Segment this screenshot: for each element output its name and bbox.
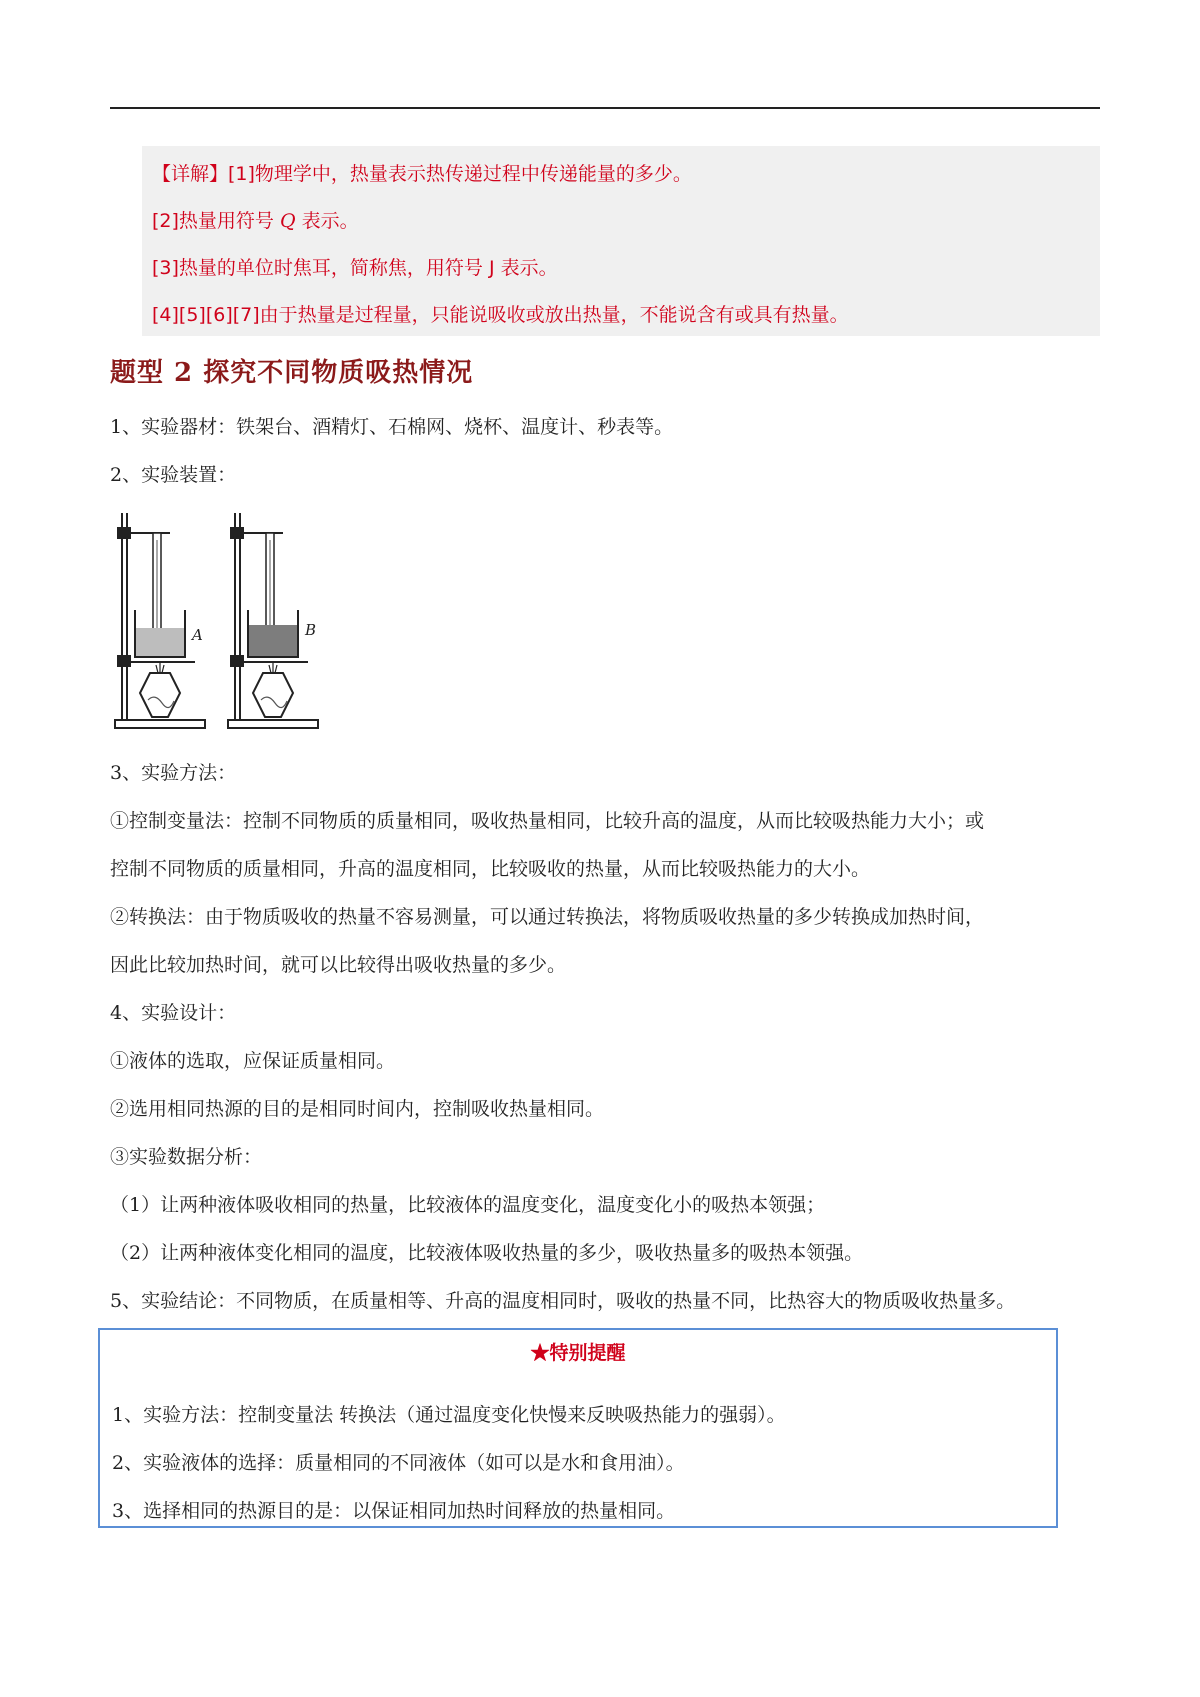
design-2: ②选用相同热源的目的是相同时间内，控制吸收热量相同。 <box>110 1098 605 1120</box>
item-method: 3、实验方法： <box>110 762 237 784</box>
method-1-line-a: ①控制变量法：控制不同物质的质量相同，吸收热量相同，比较升高的温度，从而比较吸热能力大小；或 <box>110 810 985 832</box>
section-title: 题型 2 探究不同物质吸热情况 <box>110 358 474 388</box>
item-conclusion: 5、实验结论：不同物质，在质量相等、升高的温度相同时，吸收的热量不同，比热容大的物质吸收热量多。 <box>110 1290 1016 1312</box>
reminder-line-3: 3、选择相同的热源目的是：以保证相同加热时间释放的热量相同。 <box>112 1500 676 1522</box>
special-reminder-box <box>98 1328 1058 1528</box>
method-2-line-a: ②转换法：由于物质吸收的热量不容易测量，可以通过转换法，将物质吸收热量的多少转换成加热时间， <box>110 906 985 928</box>
design-1: ①液体的选取，应保证质量相同。 <box>110 1050 396 1072</box>
item-equipment: 1、实验器材：铁架台、酒精灯、石棉网、烧杯、温度计、秒表等。 <box>110 416 674 438</box>
answer-line-4: [4][5][6][7]由于热量是过程量，只能说吸收或放出热量，不能说含有或具有热量。 <box>152 304 849 326</box>
apparatus-b <box>228 513 318 728</box>
label-a: A <box>192 626 203 644</box>
answer-line-3: [3]热量的单位时焦耳，简称焦，用符号 J 表示。 <box>152 257 558 279</box>
reminder-title: ★特别提醒 <box>530 1342 626 1364</box>
item-apparatus: 2、实验装置： <box>110 464 237 486</box>
reminder-line-1: 1、实验方法：控制变量法 转换法（通过温度变化快慢来反映吸热能力的强弱）。 <box>112 1404 786 1426</box>
method-2-line-b: 因此比较加热时间，就可以比较得出吸收热量的多少。 <box>110 954 567 976</box>
answer-line-1: 【详解】[1]物理学中，热量表示热传递过程中传递能量的多少。 <box>152 163 692 185</box>
answer-line-2: [2]热量用符号 Q 表示。 <box>152 210 359 232</box>
method-1-line-b: 控制不同物质的质量相同，升高的温度相同，比较吸收的热量，从而比较吸热能力的大小。 <box>110 858 871 880</box>
analysis-1: （1）让两种液体吸收相同的热量，比较液体的温度变化，温度变化小的吸热本领强； <box>110 1194 826 1216</box>
apparatus-a <box>115 513 205 728</box>
answer-explanation-box <box>142 146 1100 336</box>
label-b: B <box>305 621 317 639</box>
header-rule <box>110 107 1100 109</box>
analysis-2: （2）让两种液体变化相同的温度，比较液体吸收热量的多少，吸收热量多的吸热本领强。 <box>110 1242 864 1264</box>
reminder-line-2: 2、实验液体的选择：质量相同的不同液体（如可以是水和食用油）。 <box>112 1452 685 1474</box>
apparatus-figure <box>110 505 330 735</box>
item-design: 4、实验设计： <box>110 1002 237 1024</box>
heat-symbol: Q <box>279 210 296 232</box>
design-3: ③实验数据分析： <box>110 1146 263 1168</box>
